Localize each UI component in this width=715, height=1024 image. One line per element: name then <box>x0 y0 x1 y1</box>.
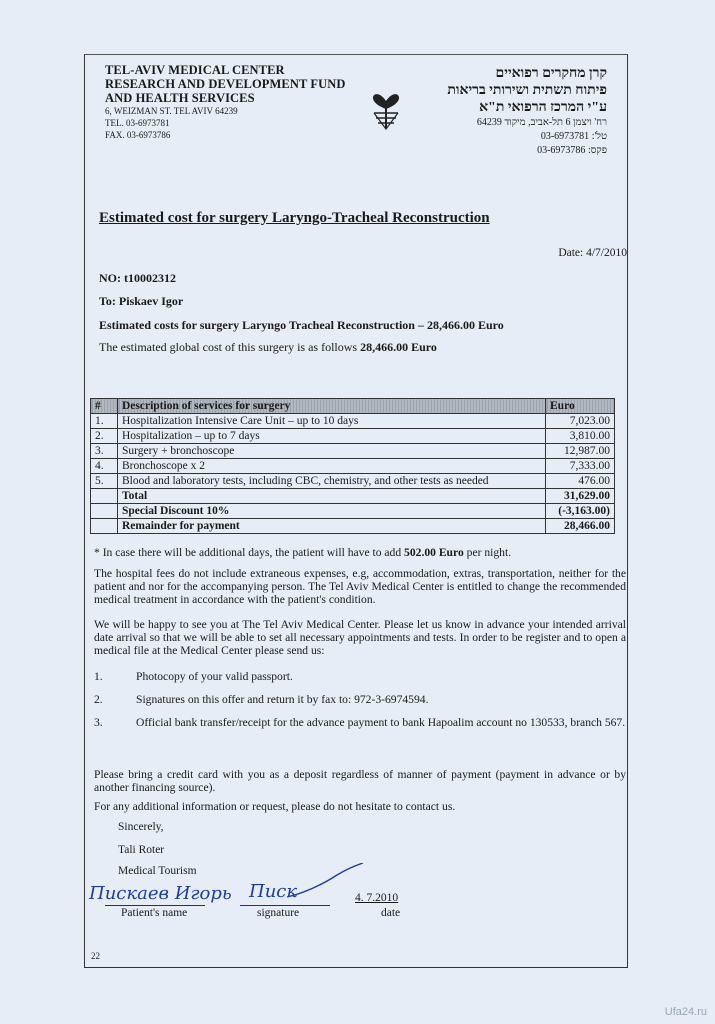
global-cost-prefix: The estimated global cost of this surgery is as follows <box>99 340 358 354</box>
visit-paragraph: We will be happy to see you at The Tel Aviv Medical Center. Please let us know in advance your intended arrival date arrival so that we will be able to set all necessary appointments and tests. In order to be register and to open a medical file at the Medical Center please send us: <box>94 618 626 657</box>
patient-name-label: Patient's name <box>121 907 188 919</box>
requirement-text: Official bank transfer/receipt for the advance payment to bank Hapoalim account no 130533, branch 567. <box>136 716 626 729</box>
row-amount: 3,810.00 <box>546 429 615 444</box>
discount-amount: (-3,163.00) <box>546 504 615 519</box>
extra-days-prefix: * In case there will be additional days, the patient will have to add <box>94 546 402 559</box>
global-cost-line <box>99 340 437 355</box>
requirement-number: 3. <box>94 716 103 729</box>
row-number: 5. <box>91 474 118 489</box>
signature-line <box>240 905 330 906</box>
cost-table <box>90 398 615 534</box>
header-line-1: TEL-AVIV MEDICAL CENTER <box>105 63 285 77</box>
document-date: Date: 4/7/2010 <box>558 247 627 259</box>
table-header-row <box>91 399 615 414</box>
header-english <box>105 63 365 141</box>
header-he-tel: טל': 03-6973781 <box>540 131 607 142</box>
document-title: Estimated cost for surgery Laryngo-Tracheal Reconstruction <box>99 210 490 226</box>
header-num: # <box>91 399 118 414</box>
header-he-line-3: ע"י המרכז הרפואי ת"א <box>479 100 607 115</box>
remainder-amount: 28,466.00 <box>546 519 615 534</box>
patient-name-line <box>105 905 205 906</box>
recipient: To: Piskaev Igor <box>99 294 184 308</box>
header-he-fax: פקס: 03-6973786 <box>537 145 607 156</box>
total-amount: 31,629.00 <box>546 489 615 504</box>
requirement-number: 2. <box>94 693 103 706</box>
signature-flourish <box>285 863 365 903</box>
table-row <box>91 414 615 429</box>
table-row <box>91 459 615 474</box>
row-description: Hospitalization – up to 7 days <box>118 429 546 444</box>
row-description: Hospitalization Intensive Care Unit – up to 10 days <box>118 414 546 429</box>
header-tel: TEL. 03-6973781 <box>105 118 170 128</box>
table-row <box>91 474 615 489</box>
row-description: Bronchoscope x 2 <box>118 459 546 474</box>
header-fax: FAX. 03-6973786 <box>105 130 171 140</box>
header-line-2: RESEARCH AND DEVELOPMENT FUND <box>105 77 346 91</box>
discount-label: Special Discount 10% <box>118 504 546 519</box>
credit-card-paragraph: Please bring a credit card with you as a deposit regardless of manner of payment (payment in advance or by another financing source). <box>94 768 626 794</box>
document-page <box>84 54 628 968</box>
extra-days-note <box>94 546 626 559</box>
discount-row <box>91 504 615 519</box>
requirement-item <box>94 670 626 684</box>
reference-number: NO: t10002312 <box>99 271 176 285</box>
remainder-label: Remainder for payment <box>118 519 546 534</box>
closing-sincerely: Sincerely, <box>118 821 164 833</box>
global-cost-amount: 28,466.00 Euro <box>360 340 437 354</box>
fees-paragraph: The hospital fees do not include extraneous expenses, e.g, accommodation, extras, transportation, neither for the patient and nor for the accompanying person. The Tel Aviv Medical Center is entitled to change the recommended medical treatment in accordance with the patient's condition. <box>94 567 626 606</box>
date-label: date <box>381 907 401 919</box>
table-row <box>91 444 615 459</box>
row-number: 1. <box>91 414 118 429</box>
signature-date-value: 4. 7.2010 <box>355 892 399 904</box>
row-amount: 7,023.00 <box>546 414 615 429</box>
table-row <box>91 429 615 444</box>
requirement-item <box>94 693 626 707</box>
row-description: Surgery + bronchoscope <box>118 444 546 459</box>
header-he-line-1: קרן מחקרים רפואיים <box>495 66 607 81</box>
signature-label: signature <box>257 907 300 919</box>
header-euro: Euro <box>546 399 615 414</box>
row-number: 4. <box>91 459 118 474</box>
requirement-number: 1. <box>94 670 103 683</box>
header-hebrew <box>407 65 607 158</box>
page-number: 22 <box>91 951 100 961</box>
row-number: 2. <box>91 429 118 444</box>
patient-name-handwritten: Пискаев Игорь <box>89 883 232 904</box>
closing-department: Medical Tourism <box>118 865 197 877</box>
requirement-text: Photocopy of your valid passport. <box>136 670 293 683</box>
patient-signature-handwritten: Писк <box>249 881 298 902</box>
requirement-text: Signatures on this offer and return it by fax to: 972-3-6974594. <box>136 693 429 706</box>
extra-days-amount: 502.00 Euro <box>404 546 464 559</box>
row-amount: 12,987.00 <box>546 444 615 459</box>
contact-paragraph: For any additional information or request, please do not hesitate to contact us. <box>94 800 456 813</box>
extra-days-suffix: per night. <box>466 546 512 559</box>
remainder-row <box>91 519 615 534</box>
header-address: 6, WEIZMAN ST. TEL AVIV 64239 <box>105 106 238 116</box>
header-description: Description of services for surgery <box>118 399 546 414</box>
total-row <box>91 489 615 504</box>
header-line-3: AND HEALTH SERVICES <box>105 91 255 105</box>
header-he-line-2: פיתוח תשתית ושירותי בריאות <box>447 83 607 98</box>
row-number: 3. <box>91 444 118 459</box>
row-amount: 7,333.00 <box>546 459 615 474</box>
watermark: Ufa24.ru <box>664 1006 707 1018</box>
menorah-logo-icon <box>368 85 404 131</box>
closing-name: Tali Roter <box>118 844 165 856</box>
requirement-item <box>94 716 626 744</box>
row-amount: 476.00 <box>546 474 615 489</box>
estimate-line: Estimated costs for surgery Laryngo Tracheal Reconstruction – 28,466.00 Euro <box>99 318 504 332</box>
total-label: Total <box>118 489 546 504</box>
header-he-address: רח' ויצמן 6 תל-אביב, מיקוד 64239 <box>476 117 607 128</box>
row-description: Blood and laboratory tests, including CBC, chemistry, and other tests as needed <box>118 474 546 489</box>
